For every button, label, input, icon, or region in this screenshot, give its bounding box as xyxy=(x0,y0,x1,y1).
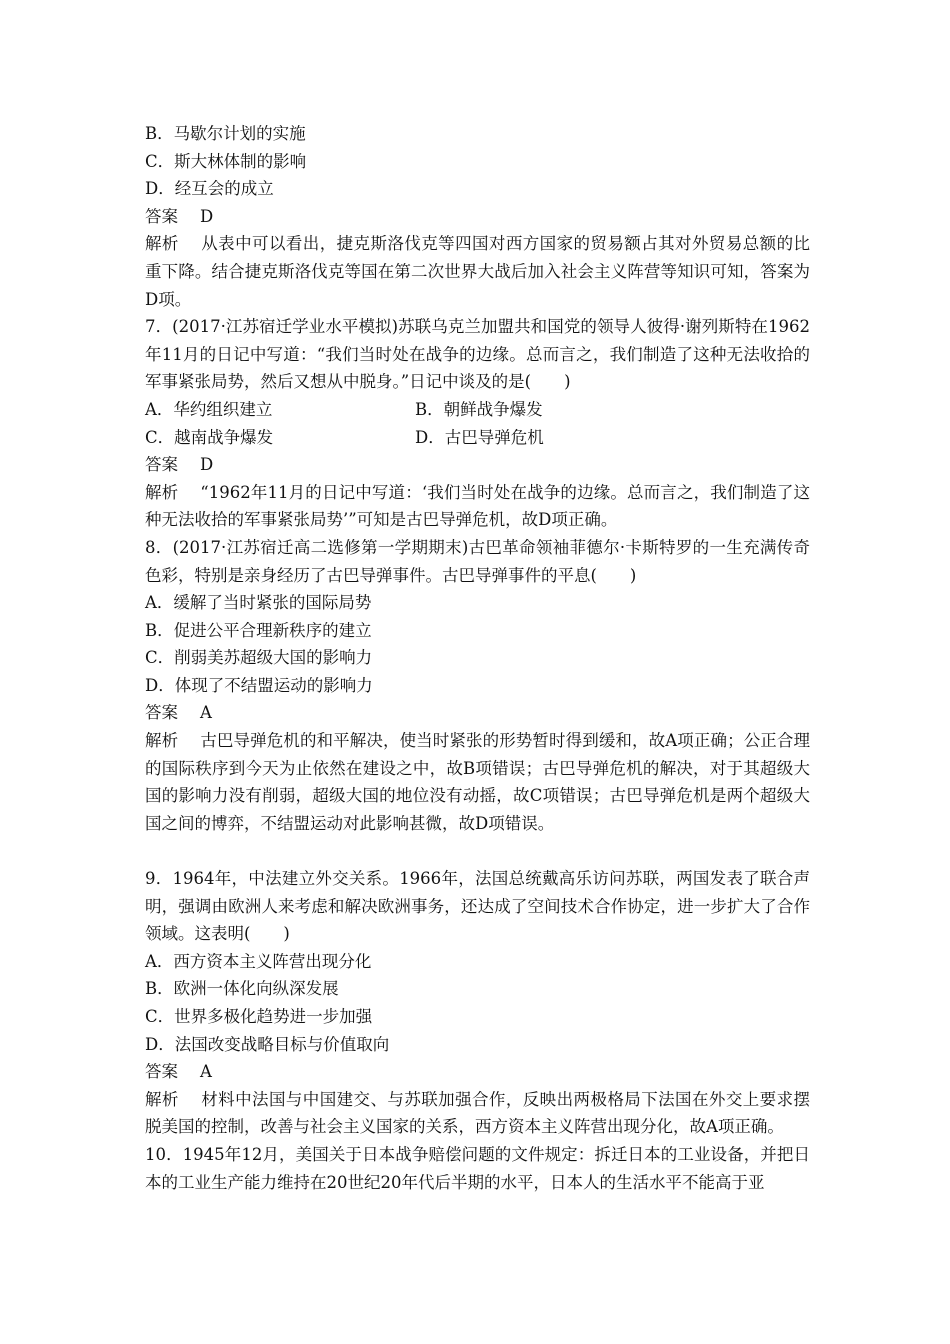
q7-options-row-2 xyxy=(145,424,810,452)
analysis-label: 解析 xyxy=(145,482,179,502)
analysis-text: 从表中可以看出，捷克斯洛伐克等四国对西方国家的贸易额占其对外贸易总额的比重下降。结合捷克斯洛伐克等国在第二次世界大战后加入社会主义阵营等知识可知，答案为D项。 xyxy=(145,234,811,309)
answer-label: 答案 xyxy=(145,455,178,475)
q7-option-c: C．越南战争爆发 xyxy=(145,427,274,447)
question-content xyxy=(145,120,810,1196)
answer-label: 答案 xyxy=(145,703,178,723)
analysis-text: 材料中法国与中国建交、与苏联加强合作，反映出两极格局下法国在外交上要求摆脱美国的控制，改善与社会主义国家的关系，西方资本主义阵营出现分化，故A项正确。 xyxy=(145,1089,811,1137)
q6-answer xyxy=(145,203,810,231)
q9-option-c: C．世界多极化趋势进一步加强 xyxy=(145,1007,373,1026)
q7-option-d: D．古巴导弹危机 xyxy=(415,427,544,447)
q9-option-b: B．欧洲一体化向纵深发展 xyxy=(145,979,339,999)
q6-option-d: D．经互会的成立 xyxy=(145,179,274,199)
q6-option-c: C．斯大林体制的影响 xyxy=(145,151,307,171)
q7-option-b: B．朝鲜战争爆发 xyxy=(415,399,543,419)
q7-stem: 7．(2017·江苏宿迁学业水平模拟)苏联乌克兰加盟共和国党的领导人彼得·谢列斯特在1962年11月的日记中写道：“我们当时处在战争的边缘。总而言之，我们制造了这种无法收拾的军事紧张局势，然后又想从中脱身。”日记中谈及的是( ) xyxy=(145,317,810,392)
q9-option-a: A．西方资本主义阵营出现分化 xyxy=(145,951,372,971)
answer-value: A xyxy=(200,1062,212,1082)
q8-option-d: D．体现了不结盟运动的影响力 xyxy=(145,675,373,695)
answer-value: D xyxy=(200,455,214,475)
q8-option-a: A．缓解了当时紧张的国际局势 xyxy=(145,593,372,613)
analysis-label: 解析 xyxy=(145,234,179,254)
q6-option-b: B．马歇尔计划的实施 xyxy=(145,124,306,143)
q8-analysis xyxy=(145,727,810,837)
q10-stem: 10．1945年12月，美国关于日本战争赔偿问题的文件规定：拆迁日本的工业设备，并把日本的工业生产能力维持在20世纪20年代后半期的水平，日本人的生活水平不能高于亚 xyxy=(145,1144,810,1192)
analysis-text: 古巴导弹危机的和平解决，使当时紧张的形势暂时得到缓和，故A项正确；公正合理的国际秩序到今天为止依然在建设之中，故B项错误；古巴导弹危机的解决，对于其超级大国的影响力没有削弱，超级大国的地位没有动摇，故C项错误；古巴导弹危机是两个超级大国之间的博弈，不结盟运动对此影响甚微，故D项错误。 xyxy=(145,731,811,833)
q8-option-b: B．促进公平合理新秩序的建立 xyxy=(145,620,372,640)
analysis-label: 解析 xyxy=(145,731,179,751)
q7-answer xyxy=(145,451,810,479)
q6-analysis xyxy=(145,230,810,313)
answer-value: A xyxy=(200,703,212,723)
answer-value: D xyxy=(200,206,214,226)
q7-option-a: A．华约组织建立 xyxy=(145,399,273,419)
q7-options-row-1 xyxy=(145,396,810,424)
q8-stem: 8．(2017·江苏宿迁高二选修第一学期期末)古巴革命领袖菲德尔·卡斯特罗的一生充满传奇色彩，特别是亲身经历了古巴导弹事件。古巴导弹事件的平息( ) xyxy=(145,537,810,585)
q7-analysis xyxy=(145,479,810,534)
q8-option-c: C．削弱美苏超级大国的影响力 xyxy=(145,648,373,668)
answer-label: 答案 xyxy=(145,206,178,226)
section-gap xyxy=(145,837,810,865)
q9-analysis xyxy=(145,1086,810,1141)
q9-stem: 9．1964年，中法建立外交关系。1966年，法国总统戴高乐访问苏联，两国发表了联合声明，强调由欧洲人来考虑和解决欧洲事务，还达成了空间技术合作协定，进一步扩大了合作领域。这表明( ) xyxy=(145,869,810,944)
analysis-label: 解析 xyxy=(145,1089,179,1109)
answer-label: 答案 xyxy=(145,1062,178,1082)
q9-answer xyxy=(145,1058,810,1086)
analysis-text: “1962年11月的日记中写道：‘我们当时处在战争的边缘。总而言之，我们制造了这种无法收拾的军事紧张局势’”可知是古巴导弹危机，故D项正确。 xyxy=(145,482,810,530)
q9-option-d: D．法国改变战略目标与价值取向 xyxy=(145,1034,390,1054)
q8-answer xyxy=(145,699,810,727)
